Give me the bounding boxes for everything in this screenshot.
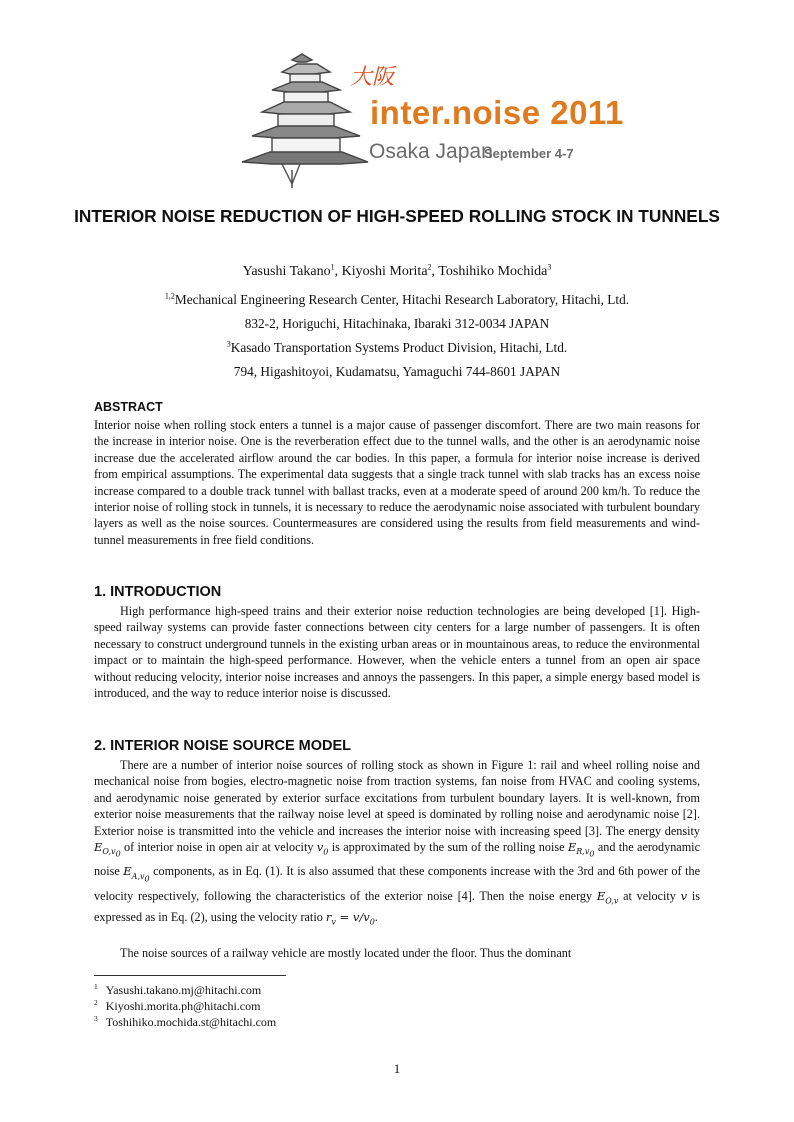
symbol-energy-density: $E_{O,v_0}$ — [94, 840, 121, 859]
author-3: Toshihiko Mochida — [438, 264, 548, 279]
affiliation-2 — [60, 340, 734, 356]
author-3-sup: 3 — [547, 262, 552, 272]
footnote-1: $^1$ Yasushi.takano.mj@hitachi.com — [94, 982, 262, 997]
affiliation-1-address: 832-2, Horiguchi, Hitachinaka, Ibaraki 312-0034 JAPAN — [244, 316, 550, 331]
author-list: Yasushi Takano$^1$, Kiyoshi Morita$^2$, Toshihiko Mochida$^3$ — [242, 262, 552, 279]
logo-dates: September 4-7 — [484, 146, 574, 161]
author-1-sup: 1 — [330, 262, 335, 272]
section-2-heading: 2. INTERIOR NOISE SOURCE MODEL — [94, 738, 351, 754]
page-number: 1 — [393, 1061, 401, 1076]
author-1: Yasushi Takano — [242, 264, 331, 279]
symbol-velocity-v: v — [680, 888, 688, 903]
section-1-text: High performance high-speed trains and their exterior noise reduction technologies are being developed [1]. High-speed railway systems can provide faster connections between city centers for a large number of passengers. It is often necessary to construct underground tunnels in the existing urban areas or in mountainous areas, to reduce the environmental impact or to maintain the high-speed performance. However, when the vehicle enters a tunnel from an open air space without reducing velocity, interior noise increases and annoys the passengers. In this paper, a simple energy based model is introduced, and the way to reduce interior noise is discussed. — [94, 604, 700, 701]
affiliation-2-address: 794, Higashitoyoi, Kudamatsu, Yamaguchi 744-8601 JAPAN — [233, 364, 561, 379]
section-1-heading: 1. INTRODUCTION — [94, 584, 222, 600]
logo-kanji: 大阪 — [350, 65, 395, 90]
author-2-sup: 2 — [427, 262, 432, 272]
symbol-velocity-ratio: $r_v = v/v_0$ — [325, 910, 375, 927]
symbol-noise-energy: $E_{O,v}$ — [596, 888, 619, 905]
logo-city: Osaka Japan — [369, 140, 493, 163]
footnote-3: $^3$ Toshihiko.mochida.st@hitachi.com — [94, 1014, 277, 1029]
section-2-paragraph-2: The noise sources of a railway vehicle are mostly located under the floor. Thus the dominant — [120, 946, 572, 960]
symbol-aerodynamic-noise: $E_{A,v_0}$ — [123, 864, 150, 884]
abstract-heading: ABSTRACT — [94, 400, 163, 414]
affiliation-1 — [60, 292, 734, 308]
logo-title: inter.noise 2011 — [370, 94, 624, 131]
footnote-divider — [94, 975, 286, 976]
symbol-rolling-noise: $E_{R,v_0}$ — [567, 840, 595, 859]
affiliation-2-sup: 3 — [226, 339, 231, 349]
footnote-2: $^2$ Kiyoshi.morita.ph@hitachi.com — [94, 998, 261, 1013]
affiliation-2-text: Kasado Transportation Systems Product Division, Hitachi, Ltd. — [230, 340, 568, 355]
paper-title: INTERIOR NOISE REDUCTION OF HIGH-SPEED ROLLING STOCK IN TUNNELS — [74, 206, 720, 226]
section-2-paragraph-1: There are a number of interior noise sources of rolling stock as shown in Figure 1: rail and wheel rolling noise and mechanical noise from bogies, electro-magnetic noise from traction systems, fan noise from HVAC and cooling systems, and aerodynamic noise generated by exterior surface excitations from turbulent boundary layers. It is well-known, from exterior noise measurements that the railway noise level at speed is dominated by rolling noise and aerodynamic noise [2]. Exterior noise is transmitted into the vehicle and increases the interior noise with increasing speed [3]. The energy density $E_{O,v_0}$ of interior noise in open air at velocity $v_0$ is approximated by the sum of the rolling noise $E_{R,v_0}$ and the aerodynamic noise $E_{A,v_0}$ components, as in Eq. (1). It is also assumed that these components increase with the 3rd and 6th power of the velocity respectively, following the characteristics of the exterior noise [4]. Then the noise energy $E_{O,v}$ at velocity v is expressed as in Eq. (2), using the velocity ratio $r_v = v/v_0$. — [94, 758, 700, 927]
author-2: Kiyoshi Morita — [341, 264, 428, 279]
affiliation-1-sup: 1,2 — [164, 291, 175, 301]
symbol-velocity-v0: $v_0$ — [316, 840, 329, 857]
conference-logo — [222, 50, 624, 190]
affiliation-1-text: Mechanical Engineering Research Center, Hitachi Research Laboratory, Hitachi, Ltd. — [174, 292, 630, 307]
abstract-text: Interior noise when rolling stock enters a tunnel is a major cause of passenger discomfort. There are two main reasons for the increase in interior noise. One is the reverberation effect due to the tunnel walls, and the other is an aerodynamic noise increase due the accelerated airflow around the car bodies. In this paper, a formula for interior noise increase is derived from empirical assumptions. The experimental data suggests that a single track tunnel with slab tracks has an excess noise increase compared to a double track tunnel with ballast tracks, even at a moderate speed of around 200 km/h. To reduce the interior noise of rolling stock in tunnels, it is necessary to reduce the aerodynamic noise associated with turbulent boundary layers as well as the noise sources. Countermeasures are considered using the results from field measurements and wind-tunnel measurements in free field conditions. — [94, 418, 700, 547]
